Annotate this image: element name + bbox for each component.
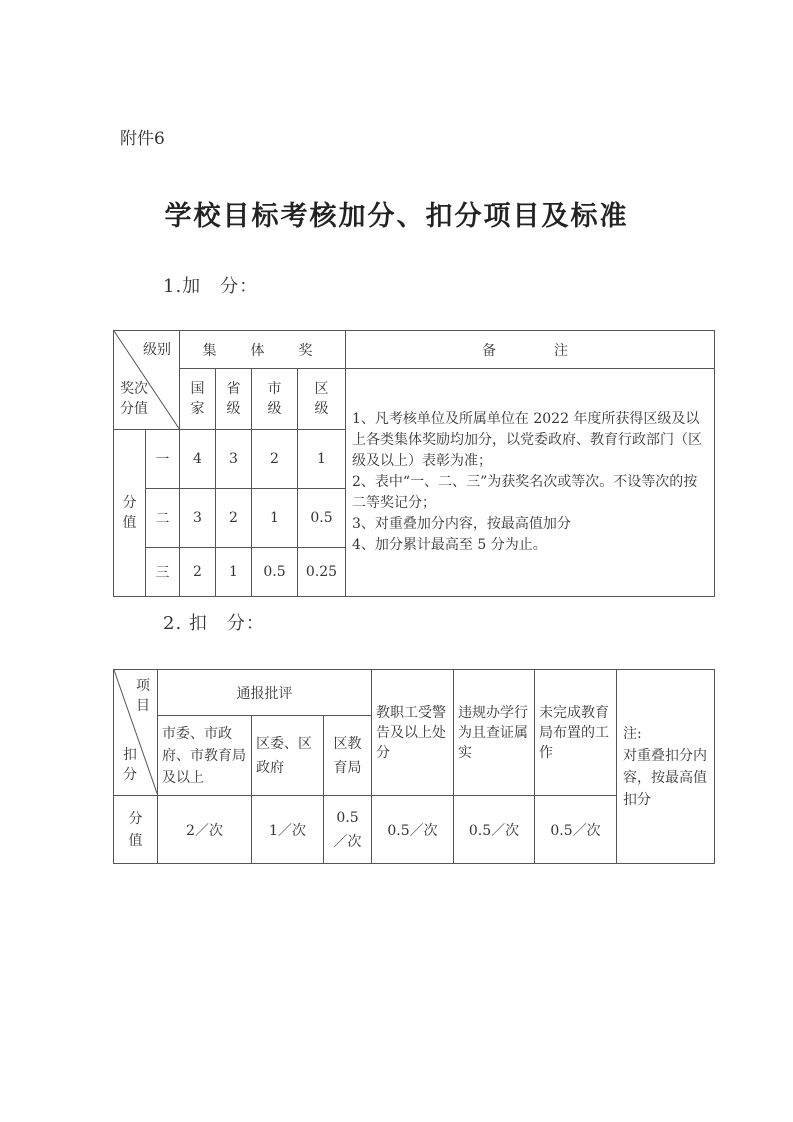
section-deduct-heading: 2. 扣 分：	[163, 613, 265, 634]
deduction-value: 0.5／次	[372, 796, 454, 864]
corner-rank-label: 奖次分值	[120, 381, 148, 417]
score-group-label: 分值	[114, 430, 146, 597]
illegal-school-operation-header: 违规办学行为且查证属实	[454, 670, 535, 796]
deduction-value: 1／次	[252, 796, 324, 864]
unfinished-work-header: 未完成教育局布置的工作	[535, 670, 617, 796]
score-cell: 2	[216, 489, 252, 548]
rank-label: 一	[146, 430, 180, 489]
deduction-score-label: 分值	[114, 796, 158, 864]
score-cell: 2	[252, 430, 298, 489]
collective-award-header: 集 体 奖	[180, 331, 346, 369]
score-cell: 1	[216, 548, 252, 597]
staff-disciplinary-header: 教职工受警告及以上处分	[372, 670, 454, 796]
deduction-corner-cell	[114, 670, 158, 796]
score-cell: 3	[216, 430, 252, 489]
level-provincial: 省级	[216, 369, 252, 430]
level-national: 国家	[180, 369, 216, 430]
deduction-value: 2／次	[158, 796, 252, 864]
remark-4: 4、加分累计最高至 5 分为止。	[352, 537, 547, 553]
deduction-value: 0.5／次	[324, 796, 372, 864]
bonus-corner-cell	[114, 331, 180, 430]
corner-item-label: 项目	[136, 678, 150, 714]
city-level-header: 市委、市政府、市教育局及以上	[158, 716, 252, 796]
rank-label: 二	[146, 489, 180, 548]
score-cell: 4	[180, 430, 216, 489]
score-cell: 1	[252, 489, 298, 548]
deduction-value: 0.5／次	[535, 796, 617, 864]
deduction-note: 注: 对重叠扣分内容，按最高值扣分	[617, 670, 715, 864]
deduction-value: 0.5／次	[454, 796, 535, 864]
section-add-heading: 1.加 分：	[163, 276, 259, 297]
remarks-header: 备 注	[346, 331, 715, 369]
score-cell: 1	[298, 430, 346, 489]
level-district: 区级	[298, 369, 346, 430]
district-edu-bureau-header: 区教育局	[324, 716, 372, 796]
bonus-table	[113, 330, 715, 597]
remarks-content	[346, 369, 715, 597]
score-cell: 0.25	[298, 548, 346, 597]
deduction-table	[113, 669, 715, 864]
remark-3: 3、对重叠加分内容，按最高值加分	[352, 516, 571, 532]
score-cell: 0.5	[252, 548, 298, 597]
corner-deduct-label: 扣分	[123, 747, 137, 783]
remark-1: 1、凡考核单位及所属单位在 2022 年度所获得区级及以上各类集体奖励均加分，以党委政府、教育行政部门（区级及以上）表彰为准；	[352, 411, 702, 469]
remark-2: 2、表中“一、二、三”为获奖名次或等次。不设等次的按二等奖记分；	[352, 474, 698, 511]
level-city: 市级	[252, 369, 298, 430]
district-level-header: 区委、区政府	[252, 716, 324, 796]
attachment-label: 附件6	[120, 129, 165, 149]
corner-level-label: 级别	[143, 342, 171, 358]
score-cell: 0.5	[298, 489, 346, 548]
page-title: 学校目标考核加分、扣分项目及标准	[164, 201, 629, 232]
score-cell: 3	[180, 489, 216, 548]
rank-label: 三	[146, 548, 180, 597]
score-cell: 2	[180, 548, 216, 597]
circulated-criticism-header: 通报批评	[158, 670, 372, 716]
